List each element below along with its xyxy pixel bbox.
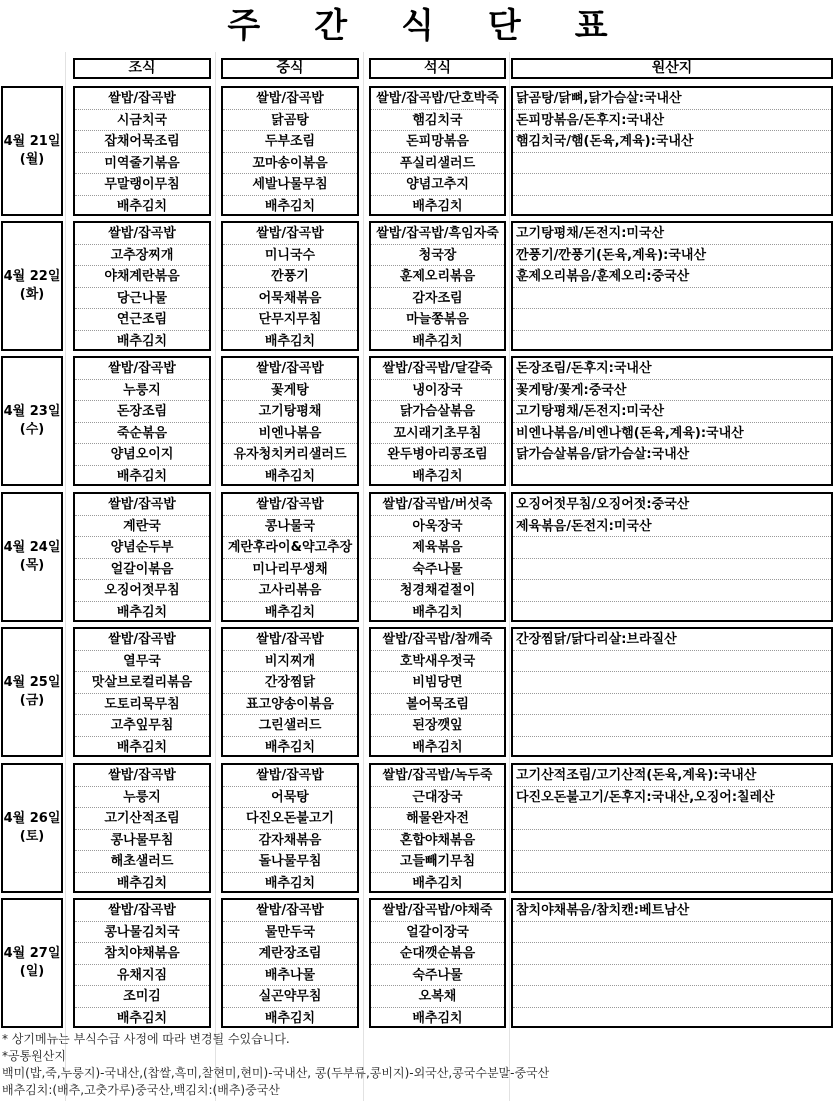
menu-item: 물만두국	[223, 922, 357, 944]
day-date: 4월 24일	[3, 540, 61, 555]
menu-item: 연근조림	[75, 309, 209, 331]
menu-item: 쌀밥/잡곡밥	[223, 765, 357, 787]
menu-item: 쌀밥/잡곡밥/흑임자죽	[371, 223, 504, 245]
menu-item: 표고양송이볶음	[223, 694, 357, 716]
breakfast-box	[73, 898, 211, 1028]
origin-cell	[513, 288, 831, 310]
origin-cell: 닭곰탕/닭뼈,닭가슴살:국내산	[513, 88, 831, 110]
menu-item: 시금치국	[75, 110, 209, 132]
menu-item: 다진오돈불고기	[223, 808, 357, 830]
origin-cell	[513, 851, 831, 873]
breakfast-box	[73, 356, 211, 486]
menu-item: 배추김치	[264, 739, 316, 755]
footer-origin-kimchi: 배추김치:(배추,고춧가루)중국산,백김치:(배추)중국산	[2, 1083, 280, 1097]
menu-item: 배추김치	[412, 468, 463, 484]
origin-cell	[513, 808, 831, 830]
menu-item: 배추김치	[412, 739, 463, 755]
day-weekday: (수)	[19, 422, 45, 437]
day-block	[0, 221, 835, 353]
menu-item: 어묵채볶음	[223, 288, 357, 310]
day-weekday: (목)	[19, 558, 45, 573]
menu-item: 꽃게탕	[223, 380, 357, 402]
menu-item: 깐풍기	[223, 266, 357, 288]
menu-item: 냉이장국	[371, 380, 504, 402]
day-block	[0, 898, 835, 1030]
lunch-box	[221, 221, 359, 351]
menu-item: 쌀밥/잡곡밥	[223, 629, 357, 651]
menu-item: 미나리무생채	[223, 559, 357, 581]
menu-item: 햄김치국	[371, 110, 504, 132]
origin-box	[511, 492, 833, 622]
origin-box	[511, 356, 833, 486]
menu-item: 쌀밥/잡곡밥/단호박죽	[371, 88, 504, 110]
menu-item: 고추잎무침	[75, 715, 209, 737]
menu-item: 푸실리샐러드	[371, 153, 504, 175]
day-label	[1, 356, 63, 486]
menu-item: 혼합야채볶음	[371, 830, 504, 852]
origin-cell	[513, 537, 831, 559]
origin-cell: 햄김치국/햄(돈육,계육):국내산	[513, 131, 831, 153]
menu-item: 쌀밥/잡곡밥	[75, 900, 209, 922]
day-block	[0, 627, 835, 759]
origin-cell	[513, 309, 831, 331]
menu-item: 감자조림	[371, 288, 504, 310]
origin-cell	[513, 602, 831, 624]
menu-item: 된장깻잎	[371, 715, 504, 737]
menu-item: 고기탕평채	[223, 401, 357, 423]
menu-item: 쌀밥/잡곡밥/달걀죽	[371, 358, 504, 380]
menu-item: 계란후라이&약고추장	[223, 537, 357, 559]
origin-cell: 고기산적조림/고기산적(돈육,계육):국내산	[513, 765, 831, 787]
menu-item: 호박새우젓국	[371, 651, 504, 673]
origin-cell	[513, 174, 831, 196]
menu-item: 쌀밥/잡곡밥/야채죽	[371, 900, 504, 922]
menu-item: 비지찌개	[223, 651, 357, 673]
menu-item: 단무지무침	[223, 309, 357, 331]
origin-cell	[513, 737, 831, 759]
menu-item: 볼어묵조림	[371, 694, 504, 716]
menu-item: 쌀밥/잡곡밥	[75, 223, 209, 245]
menu-item: 비빔당면	[371, 672, 504, 694]
menu-item: 그린샐러드	[223, 715, 357, 737]
menu-item: 누룽지	[75, 380, 209, 402]
menu-item: 쌀밥/잡곡밥/녹두죽	[371, 765, 504, 787]
menu-item: 돈피망볶음	[371, 131, 504, 153]
day-label	[1, 221, 63, 351]
footer-origin-rice: 백미(밥,죽,누룽지)-국내산,(찹쌀,흑미,찰현미,현미)-국내산, 콩(두부류,콩비지)-외국산,콩국수분말-중국산	[2, 1066, 550, 1080]
menu-item: 무말랭이무침	[75, 174, 209, 196]
menu-item: 훈제오리볶음	[371, 266, 504, 288]
menu-item: 쌀밥/잡곡밥	[75, 629, 209, 651]
menu-item: 콩나물김치국	[75, 922, 209, 944]
header-dinner: 석식	[369, 58, 506, 79]
menu-item: 미역줄기볶음	[75, 153, 209, 175]
menu-item: 조미김	[75, 986, 209, 1008]
origin-cell	[513, 873, 831, 895]
menu-item: 배추김치	[412, 1010, 463, 1026]
origin-cell	[513, 196, 831, 218]
origin-box	[511, 627, 833, 757]
menu-item: 잡채어묵조림	[75, 131, 209, 153]
menu-item: 배추김치	[264, 198, 316, 214]
menu-item: 배추김치	[264, 875, 316, 891]
menu-item: 꼬마송이볶음	[223, 153, 357, 175]
origin-cell: 간장찜닭/닭다리살:브라질산	[513, 629, 831, 651]
dinner-box	[369, 763, 506, 893]
menu-item: 해물완자전	[371, 808, 504, 830]
origin-cell: 돈피망볶음/돈후지:국내산	[513, 110, 831, 132]
lunch-box	[221, 627, 359, 757]
day-weekday: (월)	[19, 152, 45, 167]
origin-cell: 오징어젓무침/오징어젓:중국산	[513, 494, 831, 516]
day-label	[1, 492, 63, 622]
menu-item: 배추나물	[223, 965, 357, 987]
menu-item: 쌀밥/잡곡밥	[223, 223, 357, 245]
menu-item: 배추김치	[116, 198, 168, 214]
menu-item: 아욱장국	[371, 516, 504, 538]
menu-item: 고들빼기무침	[371, 851, 504, 873]
origin-cell: 닭가슴살볶음/닭가슴살:국내산	[513, 444, 831, 466]
menu-item: 계란장조림	[223, 943, 357, 965]
lunch-box	[221, 356, 359, 486]
origin-cell	[513, 715, 831, 737]
menu-item: 야채계란볶음	[75, 266, 209, 288]
origin-box	[511, 763, 833, 893]
menu-item: 쌀밥/잡곡밥	[223, 358, 357, 380]
menu-item: 미니국수	[223, 245, 357, 267]
day-date: 4월 27일	[3, 946, 61, 961]
menu-item: 청국장	[371, 245, 504, 267]
origin-cell	[513, 559, 831, 581]
day-label	[1, 763, 63, 893]
dinner-box	[369, 86, 506, 216]
day-block	[0, 763, 835, 895]
menu-item: 참치야채볶음	[75, 943, 209, 965]
menu-item: 숙주나물	[371, 559, 504, 581]
menu-item: 돌나물무침	[223, 851, 357, 873]
menu-item: 오복채	[371, 986, 504, 1008]
menu-item: 배추김치	[264, 468, 316, 484]
menu-item: 닭곰탕	[223, 110, 357, 132]
lunch-box	[221, 86, 359, 216]
menu-item: 고사리볶음	[223, 580, 357, 602]
menu-item: 얼갈이볶음	[75, 559, 209, 581]
breakfast-box	[73, 492, 211, 622]
menu-item: 콩나물국	[223, 516, 357, 538]
menu-item: 쌀밥/잡곡밥	[75, 765, 209, 787]
day-date: 4월 23일	[3, 404, 61, 419]
dinner-box	[369, 492, 506, 622]
menu-item: 쌀밥/잡곡밥	[75, 88, 209, 110]
day-weekday: (일)	[19, 964, 45, 979]
menu-item: 고기산적조림	[75, 808, 209, 830]
origin-cell: 고기탕평채/돈전지:미국산	[513, 401, 831, 423]
day-weekday: (토)	[19, 829, 45, 844]
menu-item: 닭가슴살볶음	[371, 401, 504, 423]
menu-item: 배추김치	[412, 875, 463, 891]
menu-item: 배추김치	[412, 333, 463, 349]
lunch-box	[221, 492, 359, 622]
origin-cell	[513, 651, 831, 673]
origin-cell: 비엔나볶음/비엔나햄(돈육,계육):국내산	[513, 423, 831, 445]
menu-item: 열무국	[75, 651, 209, 673]
menu-item: 오징어젓무침	[75, 580, 209, 602]
origin-cell	[513, 331, 831, 353]
day-label	[1, 898, 63, 1028]
menu-item: 실곤약무침	[223, 986, 357, 1008]
origin-box	[511, 221, 833, 351]
origin-cell: 깐풍기/깐풍기(돈육,계육):국내산	[513, 245, 831, 267]
dinner-box	[369, 898, 506, 1028]
menu-item: 배추김치	[412, 604, 463, 620]
header-lunch: 중식	[221, 58, 359, 79]
menu-item: 양념순두부	[75, 537, 209, 559]
origin-cell: 다진오돈불고기/돈후지:국내산,오징어:칠레산	[513, 787, 831, 809]
menu-item: 청경채겉절이	[371, 580, 504, 602]
menu-item: 배추김치	[412, 198, 463, 214]
origin-cell	[513, 466, 831, 488]
origin-box	[511, 898, 833, 1028]
menu-item: 제육볶음	[371, 537, 504, 559]
origin-cell	[513, 830, 831, 852]
origin-cell	[513, 153, 831, 175]
dinner-box	[369, 627, 506, 757]
menu-item: 비엔나볶음	[223, 423, 357, 445]
menu-item: 쌀밥/잡곡밥	[75, 358, 209, 380]
menu-item: 당근나물	[75, 288, 209, 310]
breakfast-box	[73, 627, 211, 757]
origin-cell: 고기탕평채/돈전지:미국산	[513, 223, 831, 245]
menu-item: 배추김치	[116, 875, 168, 891]
menu-item: 순대깻순볶음	[371, 943, 504, 965]
origin-cell	[513, 694, 831, 716]
menu-item: 완두병아리콩조림	[371, 444, 504, 466]
dinner-box	[369, 356, 506, 486]
origin-cell	[513, 580, 831, 602]
origin-cell	[513, 672, 831, 694]
day-weekday: (화)	[19, 287, 45, 302]
menu-item: 배추김치	[264, 1010, 316, 1026]
origin-cell	[513, 986, 831, 1008]
breakfast-box	[73, 763, 211, 893]
menu-item: 맛살브로컬리볶음	[75, 672, 209, 694]
breakfast-box	[73, 221, 211, 351]
breakfast-box	[73, 86, 211, 216]
day-label	[1, 627, 63, 757]
menu-item: 쌀밥/잡곡밥/참깨죽	[371, 629, 504, 651]
header-breakfast: 조식	[73, 58, 211, 79]
menu-item: 두부조림	[223, 131, 357, 153]
origin-box	[511, 86, 833, 216]
menu-item: 해초샐러드	[75, 851, 209, 873]
menu-item: 배추김치	[116, 333, 168, 349]
origin-cell	[513, 965, 831, 987]
menu-item: 배추김치	[264, 604, 316, 620]
menu-item: 돈장조림	[75, 401, 209, 423]
menu-item: 배추김치	[116, 1010, 168, 1026]
menu-item: 숙주나물	[371, 965, 504, 987]
menu-item: 고추장찌개	[75, 245, 209, 267]
day-label	[1, 86, 63, 216]
menu-item: 쌀밥/잡곡밥	[223, 900, 357, 922]
menu-item: 양념고추지	[371, 174, 504, 196]
menu-item: 어묵탕	[223, 787, 357, 809]
origin-cell	[513, 922, 831, 944]
menu-item: 쌀밥/잡곡밥	[223, 494, 357, 516]
day-block	[0, 86, 835, 218]
footer-origin-title: *공통원산지	[2, 1049, 66, 1063]
dinner-box	[369, 221, 506, 351]
day-block	[0, 356, 835, 488]
day-date: 4월 25일	[3, 675, 61, 690]
origin-cell	[513, 943, 831, 965]
menu-item: 유채지짐	[75, 965, 209, 987]
menu-item: 쌀밥/잡곡밥	[75, 494, 209, 516]
menu-item: 계란국	[75, 516, 209, 538]
day-date: 4월 22일	[3, 269, 61, 284]
origin-cell: 돈장조림/돈후지:국내산	[513, 358, 831, 380]
menu-item: 얼갈이장국	[371, 922, 504, 944]
day-date: 4월 21일	[3, 134, 61, 149]
lunch-box	[221, 898, 359, 1028]
menu-item: 배추김치	[264, 333, 316, 349]
menu-item: 간장찜닭	[223, 672, 357, 694]
menu-item: 양념오이지	[75, 444, 209, 466]
menu-item: 유자청치커리샐러드	[223, 444, 357, 466]
header-origin: 원산지	[511, 58, 833, 79]
day-block	[0, 492, 835, 624]
menu-item: 죽순볶음	[75, 423, 209, 445]
footer-note: * 상기메뉴는 부식수급 사정에 따라 변경될 수있습니다.	[2, 1032, 290, 1046]
menu-item: 배추김치	[116, 604, 168, 620]
origin-cell: 참치야채볶음/참치캔:베트남산	[513, 900, 831, 922]
origin-cell: 훈제오리볶음/훈제오리:중국산	[513, 266, 831, 288]
menu-item: 세발나물무침	[223, 174, 357, 196]
lunch-box	[221, 763, 359, 893]
origin-cell	[513, 1008, 831, 1030]
menu-item: 배추김치	[116, 468, 168, 484]
menu-item: 감자채볶음	[223, 830, 357, 852]
menu-item: 배추김치	[116, 739, 168, 755]
menu-item: 꼬시래기초무침	[371, 423, 504, 445]
menu-item: 마늘쫑볶음	[371, 309, 504, 331]
menu-item: 콩나물무침	[75, 830, 209, 852]
menu-item: 쌀밥/잡곡밥/버섯죽	[371, 494, 504, 516]
menu-item: 도토리묵무침	[75, 694, 209, 716]
menu-item: 쌀밥/잡곡밥	[223, 88, 357, 110]
page-title: 주간식단표	[227, 6, 662, 46]
day-date: 4월 26일	[3, 811, 61, 826]
menu-item: 누룽지	[75, 787, 209, 809]
origin-cell: 꽃게탕/꽃게:중국산	[513, 380, 831, 402]
origin-cell: 제육볶음/돈전지:미국산	[513, 516, 831, 538]
day-weekday: (금)	[19, 693, 45, 708]
menu-item: 근대장국	[371, 787, 504, 809]
